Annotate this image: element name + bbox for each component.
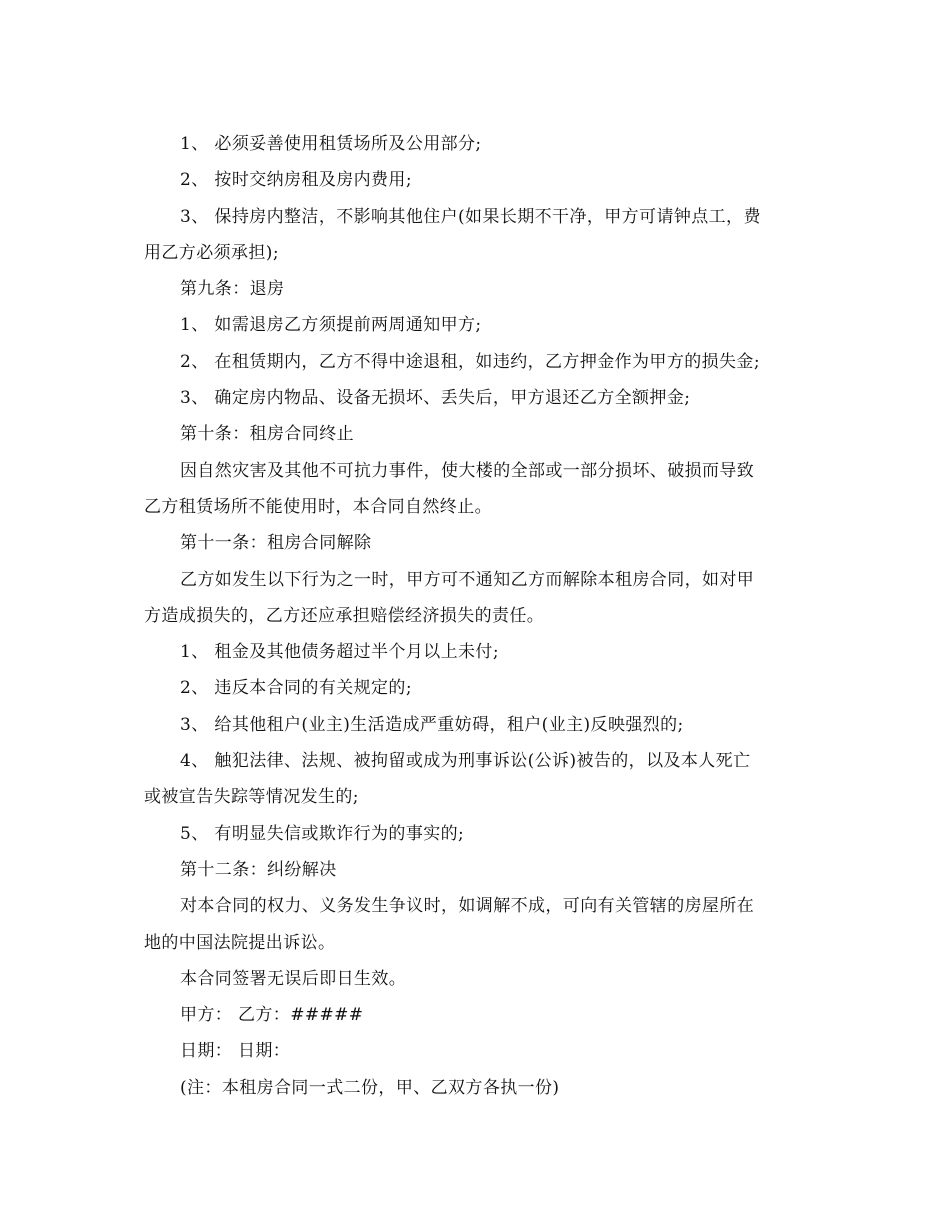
contract-note: (注：本租房合同一式二份，甲、乙双方各执一份) [180,1077,560,1098]
clause-item-4-continued: 或被宣告失踪等情况发生的; [144,787,359,808]
signature-dates: 日期： 日期： [180,1041,291,1062]
clause-item-4: 4、 触犯法律、法规、被拘留或成为刑事诉讼(公诉)被告的，以及本人死亡 [180,751,751,772]
paragraph-text: 因自然灾害及其他不可抗力事件，使大楼的全部或一部分损坏、破损而导致 [180,460,755,481]
paragraph-text: 乙方如发生以下行为之一时，甲方可不通知乙方而解除本租房合同，如对甲 [180,569,755,590]
section-heading-12: 第十二条：纠纷解决 [180,859,337,880]
clause-item-1: 1、 租金及其他债务超过半个月以上未付; [180,642,499,663]
clause-item-1: 1、 如需退房乙方须提前两周通知甲方; [180,315,482,336]
clause-item-2: 2、 在租赁期内，乙方不得中途退租，如违约，乙方押金作为甲方的损失金; [180,351,760,372]
clause-item-3: 3、 给其他租户(业主)生活造成严重妨碍，租户(业主)反映强烈的; [180,714,684,735]
clause-item-3: 3、 保持房内整洁，不影响其他住户(如果长期不干净，甲方可请钟点工，费 [180,206,761,227]
paragraph-text: 对本合同的权力、义务发生争议时，如调解不成，可向有关管辖的房屋所在 [180,896,755,917]
clause-item-5: 5、 有明显失信或欺诈行为的事实的; [180,823,465,844]
clause-item-2: 2、 按时交纳房租及房内费用; [180,170,412,191]
signature-parties: 甲方： 乙方：##### [180,1005,364,1026]
section-heading-10: 第十条：租房合同终止 [180,424,354,445]
contract-body [144,126,804,1106]
paragraph-text-continued: 乙方租赁场所不能使用时，本合同自然终止。 [144,496,492,517]
section-heading-9: 第九条：退房 [180,279,285,300]
clause-item-3: 3、 确定房内物品、设备无损坏、丢失后，甲方退还乙方全额押金; [180,388,691,409]
paragraph-text-continued: 方造成损失的，乙方还应承担赔偿经济损失的责任。 [144,605,545,626]
effective-statement: 本合同签署无误后即日生效。 [180,968,407,989]
paragraph-text-continued: 地的中国法院提出诉讼。 [144,932,336,953]
clause-item-1: 1、 必须妥善使用租赁场所及公用部分; [180,134,482,154]
clause-item-2: 2、 违反本合同的有关规定的; [180,678,412,699]
section-heading-11: 第十一条：租房合同解除 [180,533,372,554]
clause-item-3-continued: 用乙方必须承担); [144,242,279,263]
